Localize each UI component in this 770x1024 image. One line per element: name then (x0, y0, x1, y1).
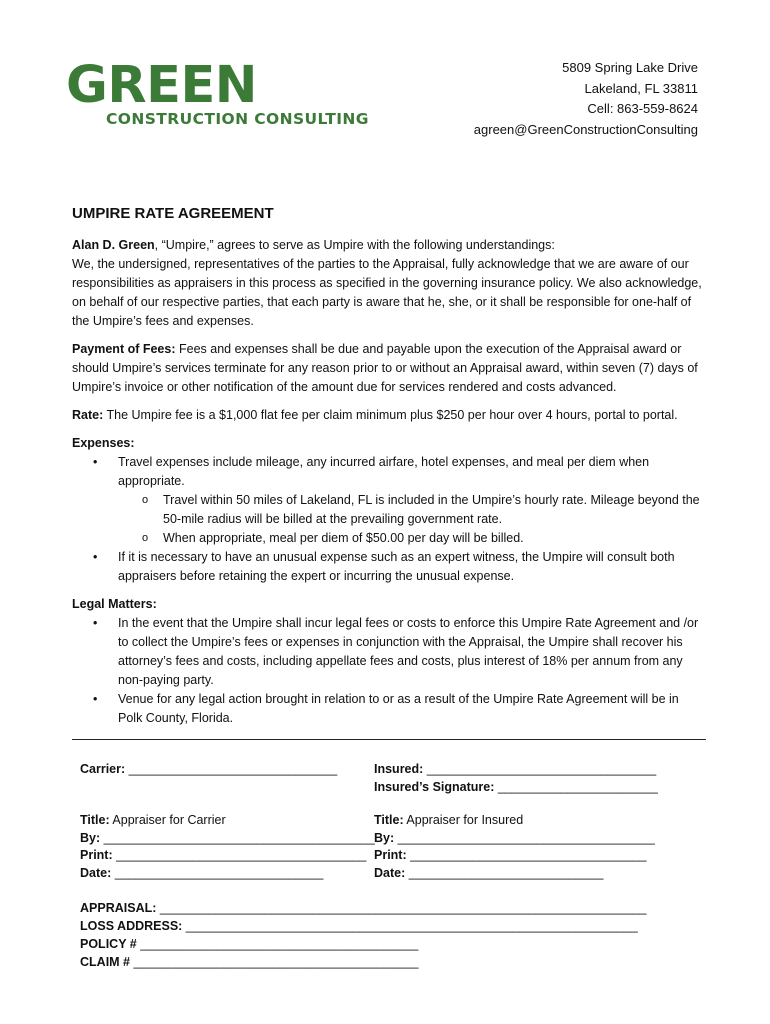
logo-wordmark: GREEN (66, 56, 257, 115)
rate-label: Rate: (72, 408, 104, 422)
list-item (118, 529, 704, 548)
payment-label: Payment of Fees: (72, 342, 176, 356)
payment-paragraph (72, 340, 704, 397)
carrier-title-value: Appraiser for Carrier (109, 813, 226, 827)
loss-address-blank[interactable]: _________________________________________________________________ (182, 919, 638, 933)
expenses-bullet-2: If it is necessary to have an unusual expense such as an expert witness, the Umpire will consult both appraisers before retaining the expert or incurring the unusual expense. (118, 550, 675, 583)
carrier-print-blank[interactable]: ____________________________________ (112, 848, 367, 862)
contact-block (474, 58, 698, 140)
intro-paragraph (72, 236, 704, 331)
intro-text: We, the undersigned, representatives of the parties to the Appraisal, fully acknowledge that we are aware of our responsibilities as appraisers in this process as specified in the governing insurance policy. We also acknowledge, on behalf of our respective parties, that each party is aware that he, she, or it shall be responsible for one-half of the Umpire’s fees and expenses. (72, 257, 702, 328)
company-logo (66, 56, 369, 128)
contact-cell: Cell: 863-559-8624 (587, 101, 698, 116)
intro-first-line: , “Umpire,” agrees to serve as Umpire with the following understandings: (154, 238, 555, 252)
by-label: By: (374, 830, 395, 845)
expenses-sub-1: Travel within 50 miles of Lakeland, FL is included in the Umpire’s hourly rate. Mileage beyond the 50-mile radius will be billed at the prevailing government rate. (163, 493, 700, 526)
print-label: Print: (80, 848, 113, 862)
umpire-name: Alan D. Green (72, 238, 155, 252)
bullet-icon: • (93, 692, 98, 706)
list-item (72, 548, 704, 586)
carrier-label: Carrier: (80, 762, 126, 776)
title-label: Title: (80, 813, 110, 827)
loss-address-label: LOSS ADDRESS: (80, 919, 183, 933)
logo-subtitle: CONSTRUCTION CONSULTING (106, 110, 369, 128)
list-item (72, 690, 704, 728)
list-item (72, 453, 704, 548)
expenses-label: Expenses: (72, 436, 135, 450)
insured-print-blank[interactable]: __________________________________ (406, 848, 647, 862)
print-label: Print: (374, 848, 407, 862)
legal-bullet-1: In the event that the Umpire shall incur legal fees or costs to enforce this Umpire Rate Agreement and /or to collect the Umpire’s fees or expenses in conjunction with the Appraisal, the Umpire shall recover his attorney’s fees and costs, including appellate fees and costs, plus interest of 18% per annum from any non-paying party. (118, 616, 699, 687)
list-item (118, 491, 704, 529)
date-label: Date: (374, 865, 406, 880)
carrier-signature-block (80, 812, 375, 882)
list-item (72, 614, 704, 690)
agreement-body (72, 236, 704, 728)
bullet-icon: • (93, 455, 98, 469)
insured-title-value: Appraiser for Insured (403, 813, 524, 827)
policy-blank[interactable]: ________________________________________ (136, 937, 419, 951)
insured-signature-block (374, 812, 655, 882)
insured-signature-blank[interactable]: _______________________ (494, 779, 658, 794)
appraisal-label: APPRAISAL: (80, 901, 157, 915)
circle-bullet-icon: o (142, 532, 149, 544)
section-divider (72, 739, 706, 740)
legal-section (72, 595, 704, 728)
date-label: Date: (80, 865, 112, 880)
policy-label: POLICY # (80, 937, 137, 951)
appraisal-blank[interactable]: ______________________________________________________________________ (156, 901, 647, 915)
expenses-sub-2: When appropriate, meal per diem of $50.00 per day will be billed. (163, 531, 524, 545)
insured-date-blank[interactable]: ____________________________ (405, 865, 604, 880)
bullet-icon: • (93, 550, 98, 564)
claim-info-block (80, 899, 647, 971)
expenses-bullet-1: Travel expenses include mileage, any incurred airfare, hotel expenses, and meal per diem when appropriate. (118, 455, 650, 488)
insured-signature-label: Insured’s Signature: (374, 779, 495, 794)
carrier-field[interactable] (80, 761, 337, 779)
document-title: UMPIRE RATE AGREEMENT (72, 205, 274, 222)
rate-text: The Umpire fee is a $1,000 flat fee per claim minimum plus $250 per hour over 4 hours, portal to portal. (103, 408, 678, 422)
contact-city: Lakeland, FL 33811 (584, 80, 698, 96)
by-label: By: (80, 830, 101, 845)
carrier-by-blank[interactable]: _______________________________________ (100, 830, 375, 845)
insured-blank[interactable]: _________________________________ (423, 762, 657, 776)
insured-label: Insured: (374, 762, 424, 776)
contact-email: agreen@GreenConstructionConsulting (473, 121, 698, 137)
claim-label: CLAIM # (80, 955, 130, 969)
expenses-section (72, 434, 704, 586)
carrier-blank[interactable]: ______________________________ (125, 762, 338, 776)
claim-blank[interactable]: _________________________________________ (130, 955, 419, 969)
title-label: Title: (374, 813, 404, 827)
bullet-icon: • (93, 616, 98, 630)
circle-bullet-icon: o (142, 494, 149, 506)
legal-label: Legal Matters: (72, 597, 157, 611)
rate-paragraph (72, 406, 704, 425)
insured-field[interactable] (374, 761, 658, 796)
carrier-date-blank[interactable]: ______________________________ (111, 865, 324, 880)
insured-by-blank[interactable]: _____________________________________ (394, 830, 655, 845)
contact-address: 5809 Spring Lake Drive (562, 60, 698, 75)
legal-bullet-2: Venue for any legal action brought in relation to or as a result of the Umpire Rate Agreement will be in Polk County, Florida. (118, 692, 679, 725)
payment-text: Fees and expenses shall be due and payable upon the execution of the Appraisal award or should Umpire’s services terminate for any reason prior to or without an Appraisal award, within seven (7) days of Umpire’s invoice or other notification of the amount due for services rendered and costs advanced. (72, 342, 698, 394)
